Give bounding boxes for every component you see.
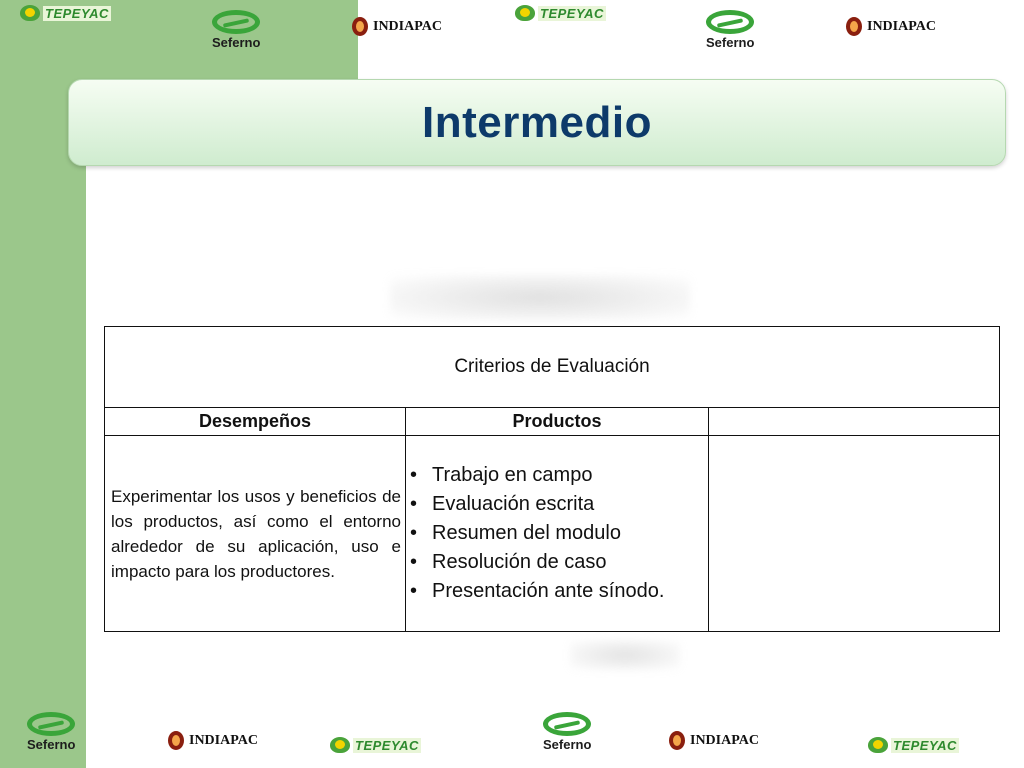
seferno-logo-text: Seferno (543, 737, 592, 752)
table-caption-text: Criterios de Evaluación (454, 356, 650, 377)
criteria-table (104, 326, 1000, 632)
table-row (105, 436, 1000, 632)
seferno-mark-icon (27, 712, 75, 736)
seferno-logo-text: Seferno (706, 35, 755, 50)
indiapac-mark-icon (168, 731, 184, 750)
empty-cell (709, 436, 1000, 632)
tepeyac-mark-icon (20, 5, 40, 21)
seferno-mark-icon (706, 10, 754, 34)
list-item: • Trabajo en campo (432, 461, 708, 490)
list-item: • Presentación ante sínodo. (432, 577, 708, 606)
seferno-logo (706, 10, 754, 50)
indiapac-logo-text: INDIAPAC (189, 732, 258, 748)
indiapac-mark-icon (669, 731, 685, 750)
blur-artifact (570, 640, 680, 670)
list-item: • Evaluación escrita (432, 490, 708, 519)
tepeyac-logo-text: TEPEYAC (893, 737, 957, 753)
indiapac-logo (352, 17, 442, 36)
tepeyac-logo-text: TEPEYAC (540, 5, 604, 21)
indiapac-logo (168, 731, 258, 750)
products-list (406, 461, 708, 606)
header-desempenos: Desempeños (105, 408, 406, 436)
tepeyac-mark-icon (868, 737, 888, 753)
seferno-mark-icon (212, 10, 260, 34)
list-item: • Resumen del modulo (432, 519, 708, 548)
seferno-logo (543, 712, 591, 752)
indiapac-logo (669, 731, 759, 750)
indiapac-mark-icon (846, 17, 862, 36)
blur-artifact (390, 275, 690, 320)
indiapac-logo-text: INDIAPAC (867, 18, 936, 34)
indiapac-logo-text: INDIAPAC (690, 732, 759, 748)
header-productos: Productos (406, 408, 709, 436)
slide-title: Intermedio (422, 97, 652, 147)
tepeyac-logo-text: TEPEYAC (45, 5, 109, 21)
tepeyac-logo-text: TEPEYAC (355, 737, 419, 753)
list-item: • Resolución de caso (432, 548, 708, 577)
title-banner (68, 79, 1006, 166)
header-empty (709, 408, 1000, 436)
tepeyac-mark-icon (330, 737, 350, 753)
indiapac-logo-text: INDIAPAC (373, 18, 442, 34)
indiapac-mark-icon (352, 17, 368, 36)
seferno-logo (27, 712, 75, 752)
seferno-logo-text: Seferno (212, 35, 261, 50)
desempeno-description: Experimentar los usos y beneficios de los productos, así como el entorno alrededor de su aplicación, uso e impacto para los productores. (105, 436, 406, 632)
tepeyac-logo (515, 5, 606, 21)
tepeyac-mark-icon (515, 5, 535, 21)
seferno-logo-text: Seferno (27, 737, 76, 752)
tepeyac-logo (868, 737, 959, 753)
indiapac-logo (846, 17, 936, 36)
tepeyac-logo (330, 737, 421, 753)
products-cell (406, 436, 709, 632)
seferno-mark-icon (543, 712, 591, 736)
table-caption (105, 327, 1000, 408)
seferno-logo (212, 10, 260, 50)
tepeyac-logo (20, 5, 111, 21)
